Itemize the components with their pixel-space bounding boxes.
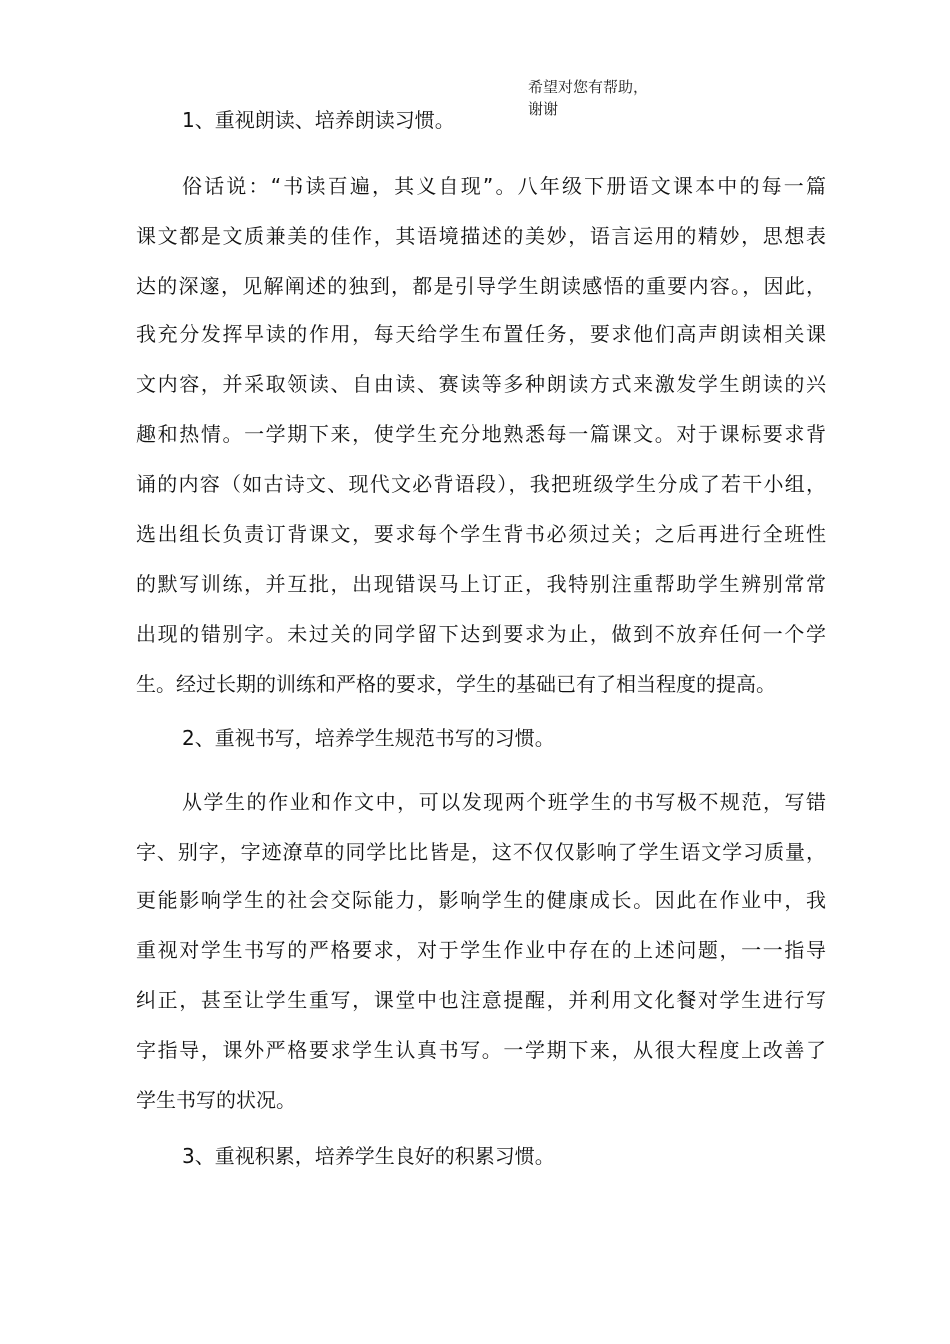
- paragraph-line: 从学生的作业和作文中，可以发现两个班学生的书写极不规范，写错: [182, 790, 826, 814]
- paragraph-line: 选出组长负责订背课文，要求每个学生背书必须过关；之后再进行全班性: [136, 522, 826, 546]
- paragraph-line: 纠正，甚至让学生重写，课堂中也注意提醒，并利用文化餐对学生进行写: [136, 988, 826, 1012]
- paragraph-line: 重视对学生书写的严格要求，对于学生作业中存在的上述问题，一一指导: [136, 938, 826, 962]
- paragraph-line: 文内容，并采取领读、自由读、赛读等多种朗读方式来激发学生朗读的兴: [136, 372, 826, 396]
- paragraph-line: 生。经过长期的训练和严格的要求，学生的基础已有了相当程度的提高。: [136, 672, 776, 696]
- paragraph-line: 出现的错别字。未过关的同学留下达到要求为止，做到不放弃任何一个学: [136, 622, 826, 646]
- section-heading-2: 2、重视书写，培养学生规范书写的习惯。: [182, 726, 555, 750]
- section-heading-3: 3、重视积累，培养学生良好的积累习惯。: [182, 1144, 555, 1168]
- paragraph-line: 字指导，课外严格要求学生认真书写。一学期下来，从很大程度上改善了: [136, 1038, 826, 1062]
- paragraph-line: 我充分发挥早读的作用，每天给学生布置任务，要求他们高声朗读相关课: [136, 322, 826, 346]
- paragraph-line: 俗话说：“书读百遍，其义自现”。八年级下册语文课本中的每一篇: [182, 174, 826, 198]
- paragraph-line: 的默写训练，并互批，出现错误马上订正，我特别注重帮助学生辨别常常: [136, 572, 826, 596]
- section-heading-1: 1、重视朗读、培养朗读习惯。: [182, 108, 455, 132]
- side-note-line-2: 谢谢: [528, 100, 559, 118]
- paragraph-line: 更能影响学生的社会交际能力，影响学生的健康成长。因此在作业中，我: [136, 888, 826, 912]
- paragraph-line: 达的深邃，见解阐述的独到，都是引导学生朗读感悟的重要内容。，因此，: [136, 274, 826, 298]
- side-note-line-1: 希望对您有帮助，: [528, 78, 649, 96]
- side-note: [528, 76, 648, 120]
- paragraph-line: 趣和热情。一学期下来，使学生充分地熟悉每一篇课文。对于课标要求背: [136, 422, 826, 446]
- paragraph-line: 学生书写的状况。: [136, 1088, 296, 1112]
- paragraph-line: 字、别字，字迹潦草的同学比比皆是，这不仅仅影响了学生语文学习质量，: [136, 840, 826, 864]
- paragraph-line: 诵的内容（如古诗文、现代文必背语段），我把班级学生分成了若干小组，: [136, 472, 826, 496]
- paragraph-line: 课文都是文质兼美的佳作，其语境描述的美妙，语言运用的精妙，思想表: [136, 224, 826, 248]
